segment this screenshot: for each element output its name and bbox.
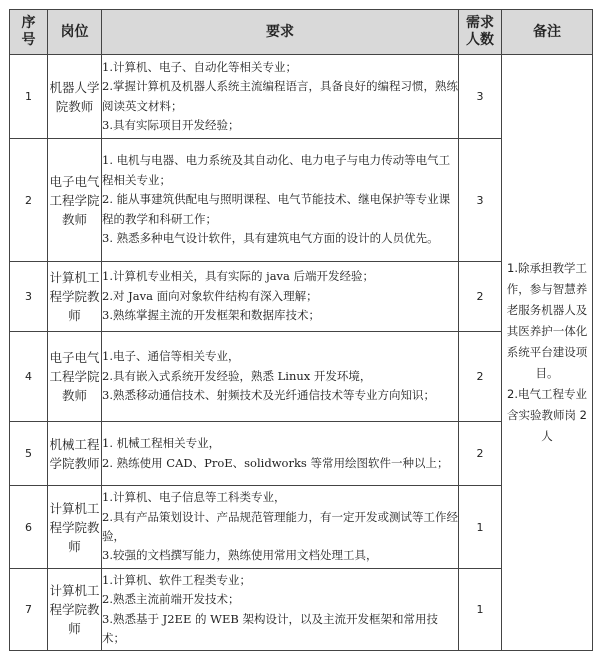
position-cell: 机械工程学院教师 xyxy=(48,422,102,486)
header-remarks: 备注 xyxy=(502,10,593,55)
requirement-line: 3.熟练掌握主流的开发框架和数据库技术； xyxy=(102,308,320,323)
row-number: 3 xyxy=(10,262,48,332)
requirement-line: 2.具有产品策划设计、产品规范管理能力，有一定开发或测试等工作经验， xyxy=(102,509,458,543)
requirement-line: 2.具有嵌入式系统开发经验，熟悉 Linux 开发环境， xyxy=(102,368,372,383)
count-cell: 1 xyxy=(459,569,502,651)
table-row xyxy=(10,55,593,139)
requirement-line: 1.计算机、电子信息等工科类专业， xyxy=(102,490,286,505)
requirement-line: 2.对 Java 面向对象软件结构有深入理解； xyxy=(102,288,318,303)
row-number: 7 xyxy=(10,569,48,651)
header-count: 需求人数 xyxy=(459,10,502,55)
row-number: 6 xyxy=(10,486,48,569)
header-position: 岗位 xyxy=(48,10,102,55)
requirement-line: 2.熟悉主流前端开发技术； xyxy=(102,592,240,607)
requirement-line: 2. 熟练使用 CAD、ProE、solidworks 等常用绘图软件一种以上； xyxy=(102,455,449,470)
header-requirements: 要求 xyxy=(102,10,459,55)
header-row xyxy=(10,10,593,55)
requirements-cell xyxy=(102,332,459,422)
recruitment-table-container xyxy=(9,9,593,651)
row-number: 5 xyxy=(10,422,48,486)
position-cell: 计算机工程学院教师 xyxy=(48,569,102,651)
requirement-line: 3.熟悉基于 J2EE 的 WEB 架构设计，以及主流开发框架和常用技术； xyxy=(102,611,438,645)
requirements-cell xyxy=(102,262,459,332)
position-cell: 计算机工程学院教师 xyxy=(48,486,102,569)
requirements-cell xyxy=(102,55,459,139)
remark-line: 1.除承担教学工作，参与智慧养老服务机器人及其医养护一体化系统平台建设项目。 xyxy=(506,261,588,380)
requirement-line: 3.熟悉移动通信技术、射频技术及光纤通信技术等专业方向知识； xyxy=(102,388,435,403)
count-cell: 1 xyxy=(459,486,502,569)
requirement-line: 1. 电机与电器、电力系统及其自动化、电力电子与电力传动等电气工程相关专业； xyxy=(102,153,451,187)
remarks-cell xyxy=(502,55,593,651)
position-cell: 机器人学院教师 xyxy=(48,55,102,139)
requirement-line: 1. 机械工程相关专业， xyxy=(102,436,221,451)
requirement-line: 1.计算机、软件工程类专业； xyxy=(102,572,251,587)
requirement-line: 3. 熟悉多种电气设计软件，具有建筑电气方面的设计的人员优先。 xyxy=(102,231,439,246)
position-cell: 电子电气工程学院教师 xyxy=(48,139,102,262)
row-number: 2 xyxy=(10,139,48,262)
requirements-cell xyxy=(102,139,459,262)
count-cell: 2 xyxy=(459,332,502,422)
requirements-cell xyxy=(102,569,459,651)
requirement-line: 1.计算机专业相关，具有实际的 java 后端开发经验； xyxy=(102,269,375,284)
count-cell: 3 xyxy=(459,55,502,139)
row-number: 1 xyxy=(10,55,48,139)
position-cell: 电子电气工程学院教师 xyxy=(48,332,102,422)
position-cell: 计算机工程学院教师 xyxy=(48,262,102,332)
row-number: 4 xyxy=(10,332,48,422)
count-cell: 3 xyxy=(459,139,502,262)
count-cell: 2 xyxy=(459,262,502,332)
requirement-line: 1.电子、通信等相关专业， xyxy=(102,349,240,364)
requirement-line: 1.计算机、电子、自动化等相关专业； xyxy=(102,59,297,74)
requirement-line: 2.掌握计算机及机器人系统主流编程语言，具备良好的编程习惯，熟练阅读英文材料； xyxy=(102,79,458,113)
count-cell: 2 xyxy=(459,422,502,486)
requirement-line: 2. 能从事建筑供配电与照明课程、电气节能技术、继电保护等专业课程的教学和科研工作； xyxy=(102,192,451,226)
requirements-cell xyxy=(102,486,459,569)
requirements-cell xyxy=(102,422,459,486)
requirement-line: 3.具有实际项目开发经验； xyxy=(102,117,240,132)
recruitment-table xyxy=(9,9,593,651)
requirement-line: 3.较强的文档撰写能力，熟练使用常用文档处理工具， xyxy=(102,548,378,563)
header-no: 序号 xyxy=(10,10,48,55)
remark-line: 2.电气工程专业含实验教师岗 2 人 xyxy=(507,387,587,443)
